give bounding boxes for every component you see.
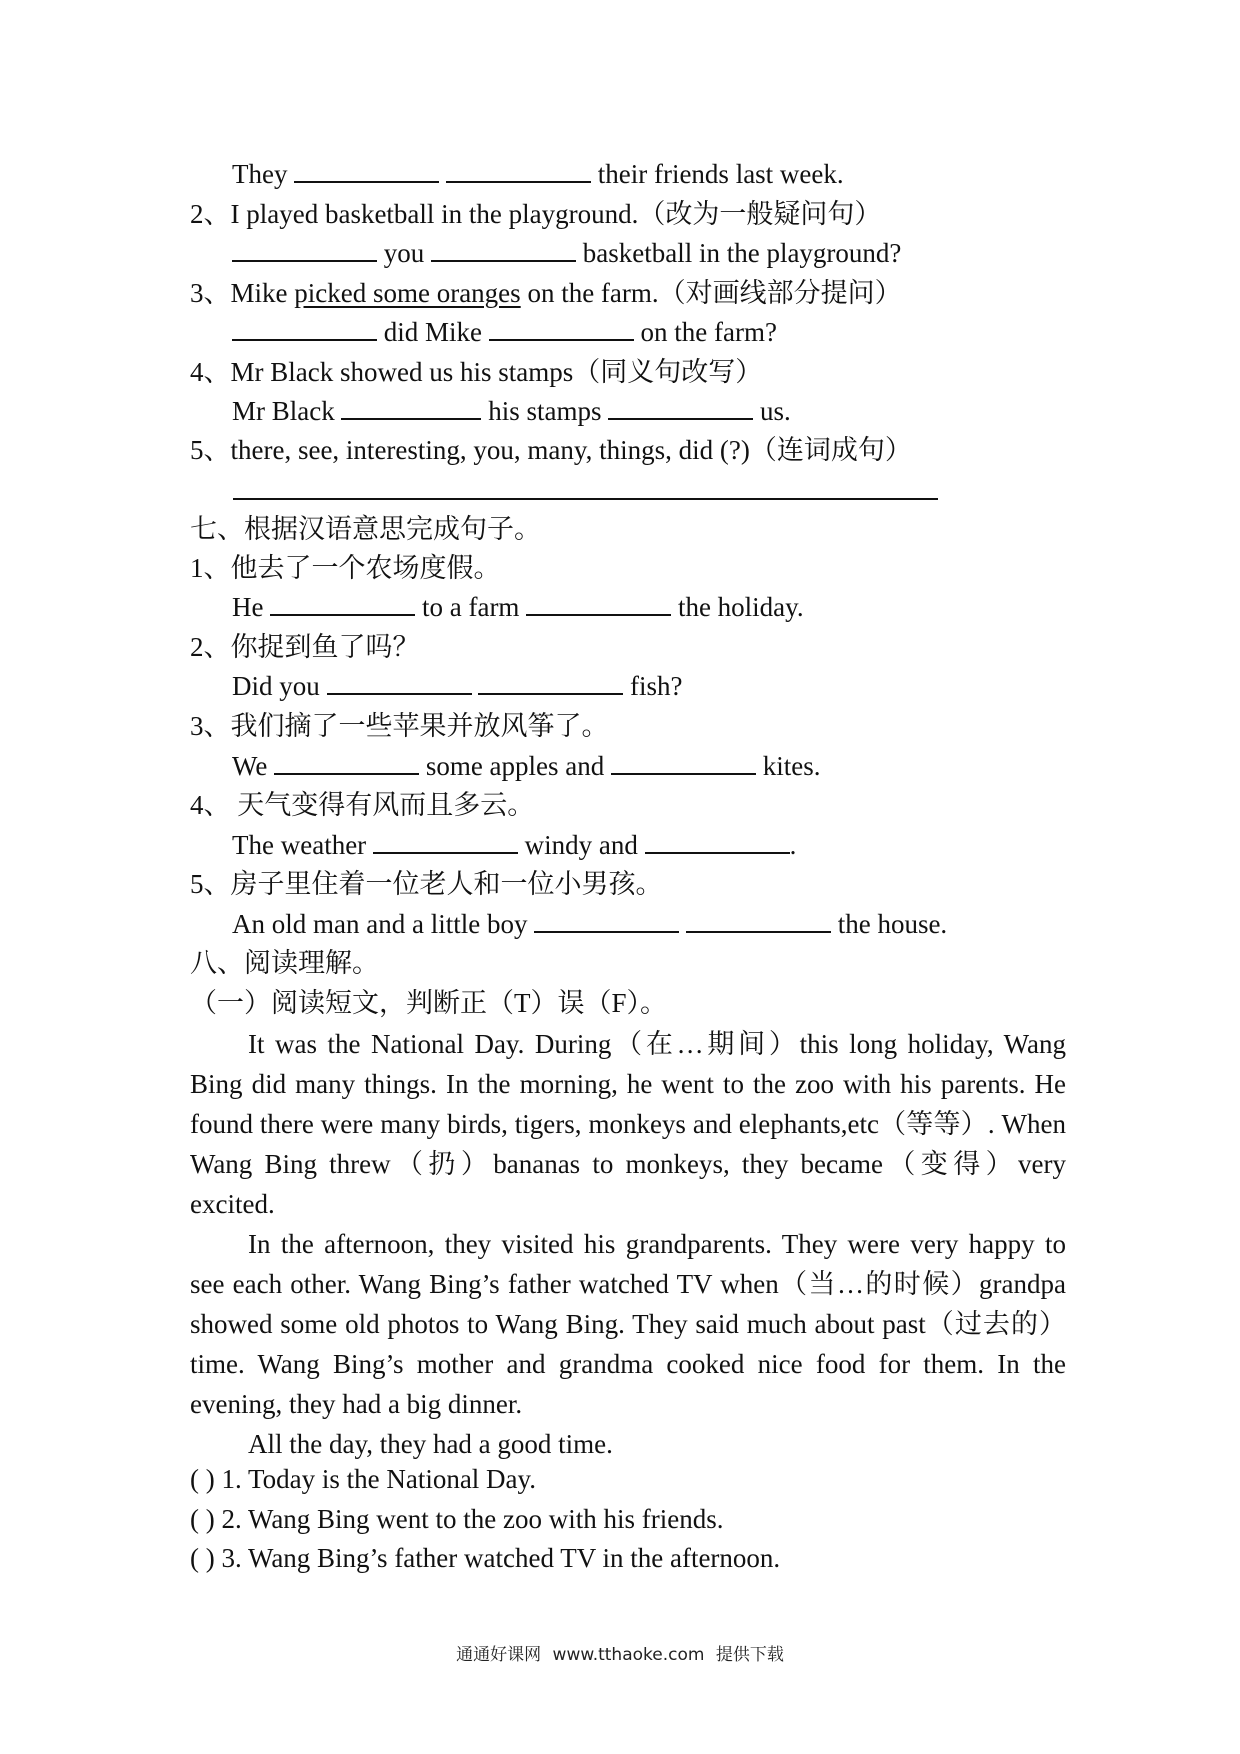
- tf-question[interactable]: ( ) 3. Wang Bing’s father watched TV in the afternoon.: [190, 1543, 781, 1573]
- section8-sub-heading: （一）阅读短文，判断正（T）误（F）。: [190, 988, 668, 1018]
- q5-text: there, see, interesting, you, many, things, did (?)（连词成句）: [230, 435, 912, 465]
- q2-answer-line: [232, 236, 901, 270]
- question-number: 2、: [190, 199, 231, 229]
- s7-item-chinese: 他去了一个农场度假。: [230, 553, 501, 583]
- s7-item3-cn: [190, 709, 609, 743]
- answer-blank[interactable]: [341, 394, 481, 420]
- q3-answer-line: [232, 315, 777, 349]
- answer-blank[interactable]: [534, 907, 679, 933]
- s7-item-chinese: 天气变得有风而且多云。: [230, 790, 535, 820]
- s7-item2-cn: [190, 630, 420, 664]
- q2-text: I played basketball in the playground.（改为一般疑问句）: [230, 199, 882, 229]
- q4-answer-start: Mr Black: [232, 396, 335, 426]
- q1-answer-start: They: [232, 159, 288, 189]
- answer-blank[interactable]: [526, 590, 671, 616]
- q1-answer-line: [232, 157, 844, 191]
- s7-item-chinese: 房子里住着一位老人和一位小男孩。: [230, 869, 663, 899]
- s7-item-chinese: 我们摘了一些苹果并放风筝了。: [230, 711, 609, 741]
- answer-blank[interactable]: [478, 669, 623, 695]
- s7-item-chinese: 你捉到鱼了吗？: [230, 632, 420, 662]
- q3-line: [190, 276, 902, 310]
- sentence-answer-blank[interactable]: [233, 498, 938, 500]
- s7-text: An old man and a little boy: [232, 909, 528, 939]
- q4-answer-mid: his stamps: [488, 396, 602, 426]
- question-number: 3、: [190, 278, 231, 308]
- answer-blank[interactable]: [431, 236, 576, 262]
- passage-paragraph: It was the National Day. During（在…期间）this long holiday, Wang Bing did many things. In the morning, he went to the zoo with his parents. He found there were many birds, tigers, monkeys and elephants,etc（等等）. When Wang Bing threw（扔）bananas to monkeys, they became（变得）very excited.: [190, 1029, 1066, 1219]
- s7-text: the house.: [837, 909, 948, 939]
- s7-text: We: [232, 751, 268, 781]
- s7-item1-cn: [190, 551, 501, 585]
- answer-blank[interactable]: [611, 749, 756, 775]
- answer-blank[interactable]: [294, 157, 439, 183]
- tf-question[interactable]: ( ) 1. Today is the National Day.: [190, 1464, 537, 1494]
- answer-blank[interactable]: [232, 236, 377, 262]
- q3-post: on the farm.（对画线部分提问）: [527, 278, 902, 308]
- s7-item5-answer: [232, 907, 947, 941]
- s7-text: The weather: [232, 830, 367, 860]
- question-number: 5、: [190, 435, 231, 465]
- reading-passage: [190, 1024, 1066, 1464]
- s7-text: .: [789, 830, 797, 860]
- q2-line: [190, 197, 881, 231]
- s7-text: Did you: [232, 671, 320, 701]
- s7-text: windy and: [524, 830, 638, 860]
- answer-blank[interactable]: [686, 907, 831, 933]
- s7-item4-answer: [232, 828, 796, 862]
- q3-pre: Mike: [230, 278, 288, 308]
- q4-answer-line: [232, 394, 791, 428]
- q3-underlined-phrase: picked some oranges: [294, 278, 521, 308]
- answer-blank[interactable]: [274, 749, 419, 775]
- q3-answer-end: on the farm?: [640, 317, 777, 347]
- answer-blank[interactable]: [270, 590, 415, 616]
- s7-item2-answer: [232, 669, 682, 703]
- s7-item1-answer: [232, 590, 804, 624]
- s7-item5-cn: [190, 867, 663, 901]
- s7-text: the holiday.: [677, 592, 804, 622]
- s7-text: He: [232, 592, 264, 622]
- s7-text: some apples and: [425, 751, 605, 781]
- q4-text: Mr Black showed us his stamps（同义句改写）: [230, 357, 763, 387]
- q5-line: [190, 433, 912, 467]
- s7-text: fish?: [630, 671, 683, 701]
- q3-answer-mid: did Mike: [383, 317, 482, 347]
- question-number: 2、: [190, 632, 231, 662]
- q4-line: [190, 355, 762, 389]
- answer-blank[interactable]: [489, 315, 634, 341]
- q2-answer-end: basketball in the playground?: [582, 238, 902, 268]
- question-number: 4、: [190, 357, 231, 387]
- s7-text: to a farm: [421, 592, 520, 622]
- q1-answer-end: their friends last week.: [597, 159, 844, 189]
- s7-text: kites.: [762, 751, 821, 781]
- answer-blank[interactable]: [327, 669, 472, 695]
- answer-blank[interactable]: [645, 828, 790, 854]
- question-number: 4、: [190, 790, 231, 820]
- section7-heading: 七、根据汉语意思完成句子。: [190, 514, 541, 544]
- page-footer: 通通好课网 www.tthaoke.com 提供下载: [456, 1645, 784, 1665]
- passage-paragraph: In the afternoon, they visited his grandparents. They were very happy to see each other. Wang Bing’s father watched TV when（当…的时候）grandpa showed some old photos to Wang Bing. They said much about past（过去的）time. Wang Bing’s mother and grandma cooked nice food for them. In the evening, they had a big dinner.: [190, 1229, 1066, 1419]
- answer-blank[interactable]: [608, 394, 753, 420]
- q4-answer-end: us.: [760, 396, 791, 426]
- s7-item4-cn: [190, 788, 534, 822]
- tf-question[interactable]: ( ) 2. Wang Bing went to the zoo with his friends.: [190, 1504, 724, 1534]
- passage-paragraph: All the day, they had a good time.: [248, 1429, 613, 1459]
- answer-blank[interactable]: [446, 157, 591, 183]
- answer-blank[interactable]: [232, 315, 377, 341]
- question-number: 5、: [190, 869, 231, 899]
- q2-answer-mid: you: [383, 238, 425, 268]
- question-number: 3、: [190, 711, 231, 741]
- answer-blank[interactable]: [373, 828, 518, 854]
- s7-item3-answer: [232, 749, 821, 783]
- question-number: 1、: [190, 553, 231, 583]
- section8-heading: 八、阅读理解。: [190, 948, 379, 978]
